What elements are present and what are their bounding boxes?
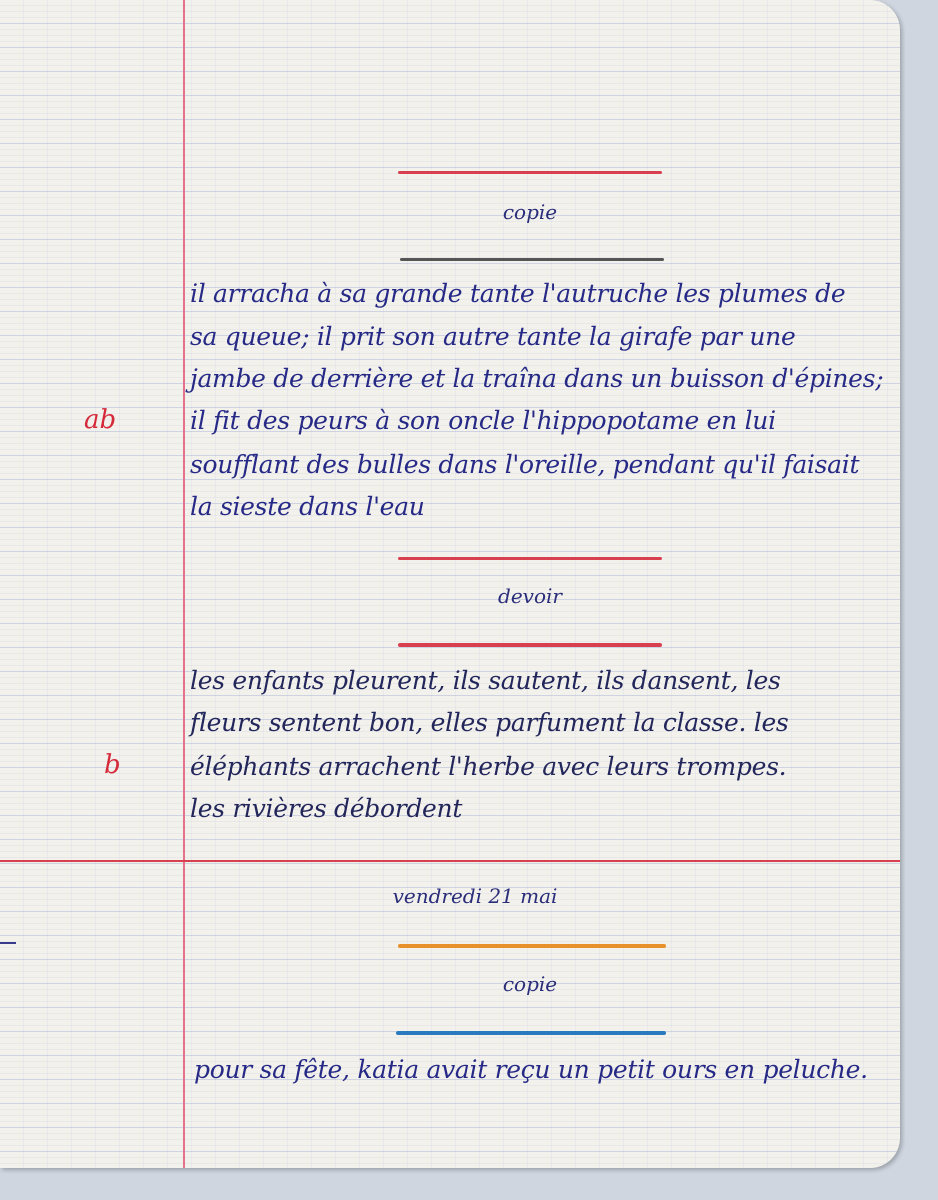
text-line: la sieste dans l'eau — [190, 492, 425, 521]
margin-tick — [0, 942, 16, 944]
heading-copie: copie — [502, 200, 558, 224]
underline-red-top — [398, 171, 662, 174]
text-line: les enfants pleurent, ils sautent, ils dansent, les — [190, 666, 781, 695]
underline-orange — [398, 944, 666, 948]
margin-grade: ab — [84, 405, 117, 435]
text-line: pour sa fête, katia avait reçu un petit ours en peluche. — [194, 1055, 868, 1084]
underline-gray — [400, 258, 664, 261]
heading-copie-2: copie — [502, 972, 558, 996]
day-separator-line — [0, 860, 900, 862]
underline-red — [398, 643, 662, 647]
text-line: les rivières débordent — [190, 794, 463, 823]
text-line: jambe de derrière et la traîna dans un buisson d'épines; — [190, 364, 884, 393]
text-line: éléphants arrachent l'herbe avec leurs trompes. — [190, 752, 787, 781]
text-line: sa queue; il prit son autre tante la girafe par une — [190, 322, 796, 351]
underline-blue — [396, 1031, 666, 1035]
date-heading: vendredi 21 mai — [392, 884, 558, 908]
underline-red — [398, 557, 662, 560]
text-line: soufflant des bulles dans l'oreille, pendant qu'il faisait — [190, 450, 860, 479]
text-line: il arracha à sa grande tante l'autruche les plumes de — [190, 279, 846, 308]
margin-line — [183, 0, 185, 1168]
text-line: il fit des peurs à son oncle l'hippopotame en lui — [190, 406, 776, 435]
text-line: fleurs sentent bon, elles parfument la classe. les — [190, 708, 789, 737]
margin-grade: b — [104, 750, 121, 780]
heading-devoir: devoir — [498, 584, 562, 608]
